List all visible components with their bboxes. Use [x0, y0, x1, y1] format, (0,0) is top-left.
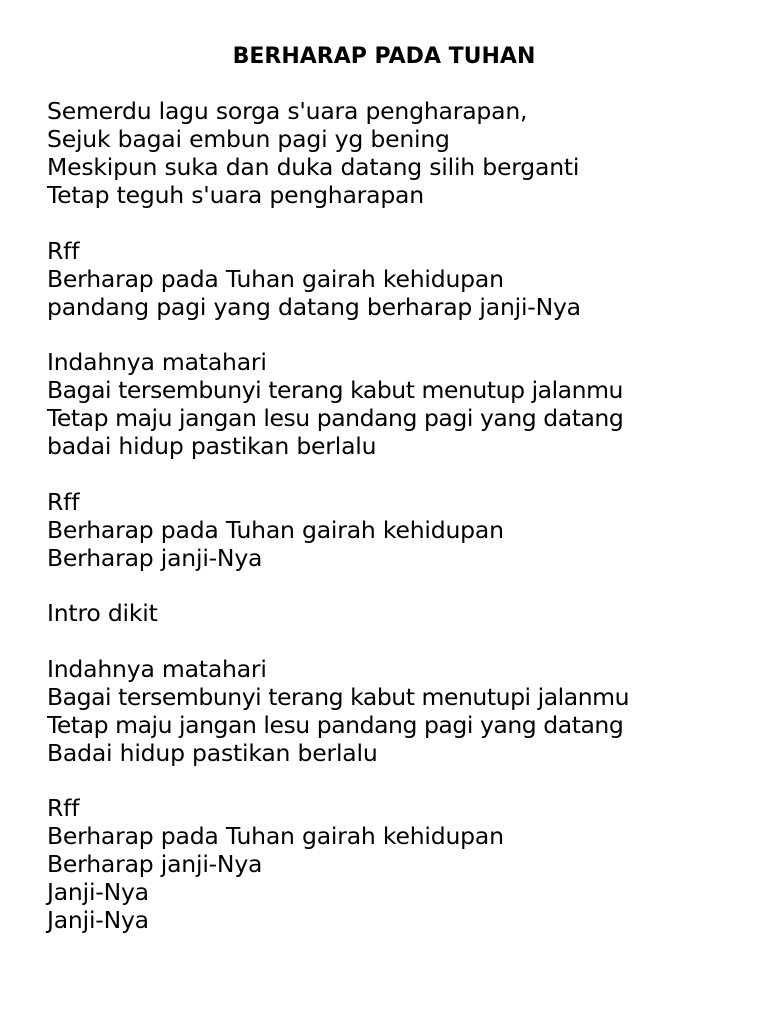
lyric-line: Tetap teguh s'uara pengharapan	[47, 181, 424, 209]
lyric-line: pandang pagi yang datang berharap janji-Nya	[47, 292, 581, 321]
lyric-line: Bagai tersembunyi terang kabut menutupi jalanmu	[47, 682, 630, 711]
lyric-line: Janji-Nya	[47, 878, 149, 906]
section-label-refrain: Rff	[47, 794, 80, 822]
lyric-line: Semerdu lagu sorga s'uara pengharapan,	[47, 97, 528, 125]
section-label-intro: Intro dikit	[47, 599, 158, 627]
song-title: BERHARAP PADA TUHAN	[232, 44, 536, 69]
lyric-line: Berharap pada Tuhan gairah kehidupan	[47, 822, 504, 850]
stanza-refrain-1	[47, 237, 762, 321]
stanza-refrain-2	[47, 488, 762, 572]
lyric-line: Berharap pada Tuhan gairah kehidupan	[47, 264, 504, 293]
lyric-line: Badai hidup pastikan berlalu	[47, 738, 378, 767]
lyrics-body	[47, 97, 762, 962]
stanza-refrain-3	[47, 794, 762, 934]
lyric-line: Berharap janji-Nya	[47, 543, 263, 572]
lyric-line: badai hidup pastikan berlalu	[47, 432, 377, 460]
lyric-line: Berharap janji-Nya	[47, 850, 263, 878]
lyric-line: Berharap pada Tuhan gairah kehidupan	[47, 515, 504, 544]
lyric-line: Bagai tersembunyi terang kabut menutup jalanmu	[47, 376, 623, 404]
stanza-verse-3	[47, 655, 762, 767]
stanza-intro	[47, 599, 762, 627]
section-label-refrain: Rff	[47, 487, 80, 516]
lyric-line: Meskipun suka dan duka datang silih berganti	[47, 153, 580, 181]
lyric-line: Indahnya matahari	[47, 348, 267, 376]
lyric-line: Tetap maju jangan lesu pandang pagi yang datang	[47, 404, 624, 432]
lyric-line: Janji-Nya	[47, 906, 149, 934]
lyric-line: Tetap maju jangan lesu pandang pagi yang datang	[47, 710, 624, 739]
stanza-verse-2	[47, 348, 762, 460]
stanza-verse-1	[47, 97, 762, 209]
lyric-line: Indahnya matahari	[47, 654, 267, 683]
lyric-line: Sejuk bagai embun pagi yg bening	[47, 125, 450, 153]
section-label-refrain: Rff	[47, 236, 80, 265]
